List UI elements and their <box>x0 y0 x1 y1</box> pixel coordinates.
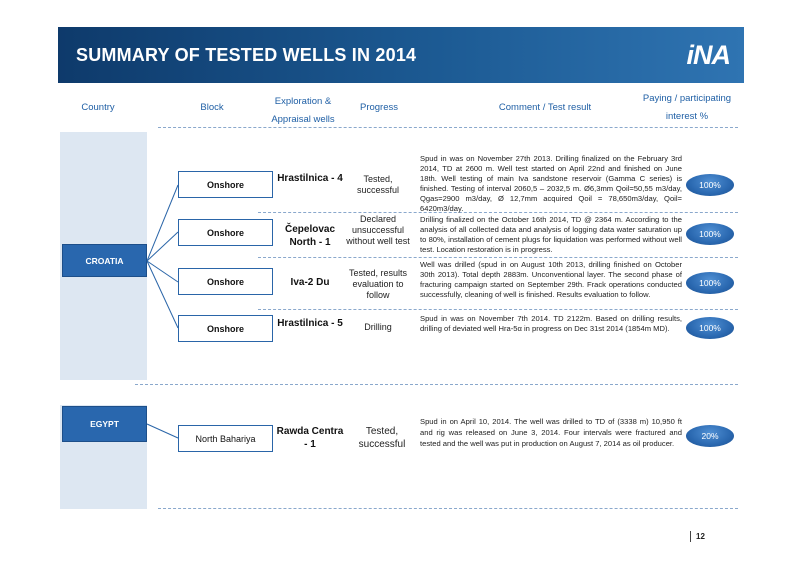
page-number-divider <box>690 531 691 542</box>
test-result-comment: Spud in was on November 27th 2013. Drilling finalized on the February 3rd 2014, TD at 2600 m. Well test started on April 22nd and finished on June 18th. Well testing of main Iva sandstone reservoir (Gamma C series) is finished. Testing of interval 2060,5 – 2032,5 m. Ø6,3mm Qoil=50,55 m3/day, Qgas=2900 m3/day, Ø 12,7mm acquired Qoil = 78,650m3/day, Qoil= 6420m3/day. <box>420 154 682 213</box>
header-country: Country <box>81 102 115 113</box>
interest-badge: 100% <box>686 317 734 339</box>
country-egypt: EGYPT <box>62 406 147 442</box>
page-number: 12 <box>696 532 705 541</box>
test-result-comment: Well was drilled (spud in on August 10th 2013, drilling finished on October 30th 2013). Total depth 2883m. Unconventional layer. The second phase of fracturing campaign started on September 29th. Frack operations conducted successfully, cleaning of well is finished. Results evaluation to follow. <box>420 260 682 299</box>
country-croatia: CROATIA <box>62 244 147 277</box>
block-north-bahariya: North Bahariya <box>178 425 273 452</box>
header-paying-line2: interest % <box>665 111 709 122</box>
header-progress: Progress <box>359 102 398 113</box>
header-comment: Comment / Test result <box>498 102 592 113</box>
interest-badge: 100% <box>686 174 734 196</box>
header-exploration-line1: Exploration & <box>274 96 332 107</box>
header-block: Block <box>200 102 224 113</box>
interest-badge: 100% <box>686 272 734 294</box>
test-result-comment: Spud in on April 10, 2014. The well was drilled to TD of (3338 m) 10,950 ft and rig was released on June 3, 2014. Four intervals were fractured and tested and the well was put in production on August 7, 2014 as oil producer. <box>420 417 682 448</box>
block-onshore: Onshore <box>178 315 273 342</box>
test-result-comment: Spud in was on November 7th 2014. TD 2122m. Based on drilling results, drilling of deviated well Hra-5α in progress on Dec 31st 2014 (1854m MD). <box>420 314 682 333</box>
block-onshore: Onshore <box>178 171 273 198</box>
block-onshore: Onshore <box>178 219 273 246</box>
block-onshore: Onshore <box>178 268 273 295</box>
test-result-comment: Drilling finalized on the October 16th 2014, TD @ 2364 m. According to the analysis of all collected data and analysis of logging data water saturation up to 80%, installation of cement plugs for liquidation was performed without well test. Location restoration is in progress. <box>420 215 682 254</box>
progress-status: Tested, results evaluation to follow <box>348 268 408 300</box>
ina-logo: iNA <box>686 40 730 70</box>
well-name: Čepelovac North - 1 <box>284 224 336 248</box>
progress-status: Tested, successful <box>356 174 400 195</box>
progress-status: Declared unsuccessful without well test <box>346 214 410 246</box>
progress-status: Drilling <box>364 322 392 332</box>
progress-status: Tested, successful <box>358 426 406 450</box>
page-title: SUMMARY OF TESTED WELLS IN 2014 <box>76 45 417 65</box>
well-name: Hrastilnica - 5 <box>277 318 343 329</box>
well-name: Iva-2 Du <box>290 277 330 288</box>
interest-badge: 20% <box>686 425 734 447</box>
interest-badge: 100% <box>686 223 734 245</box>
header-exploration-line2: Appraisal wells <box>271 114 335 125</box>
well-name: Hrastilnica - 4 <box>277 173 343 184</box>
header-paying-line1: Paying / participating <box>642 93 732 104</box>
well-name: Rawda Centra - 1 <box>276 426 344 450</box>
